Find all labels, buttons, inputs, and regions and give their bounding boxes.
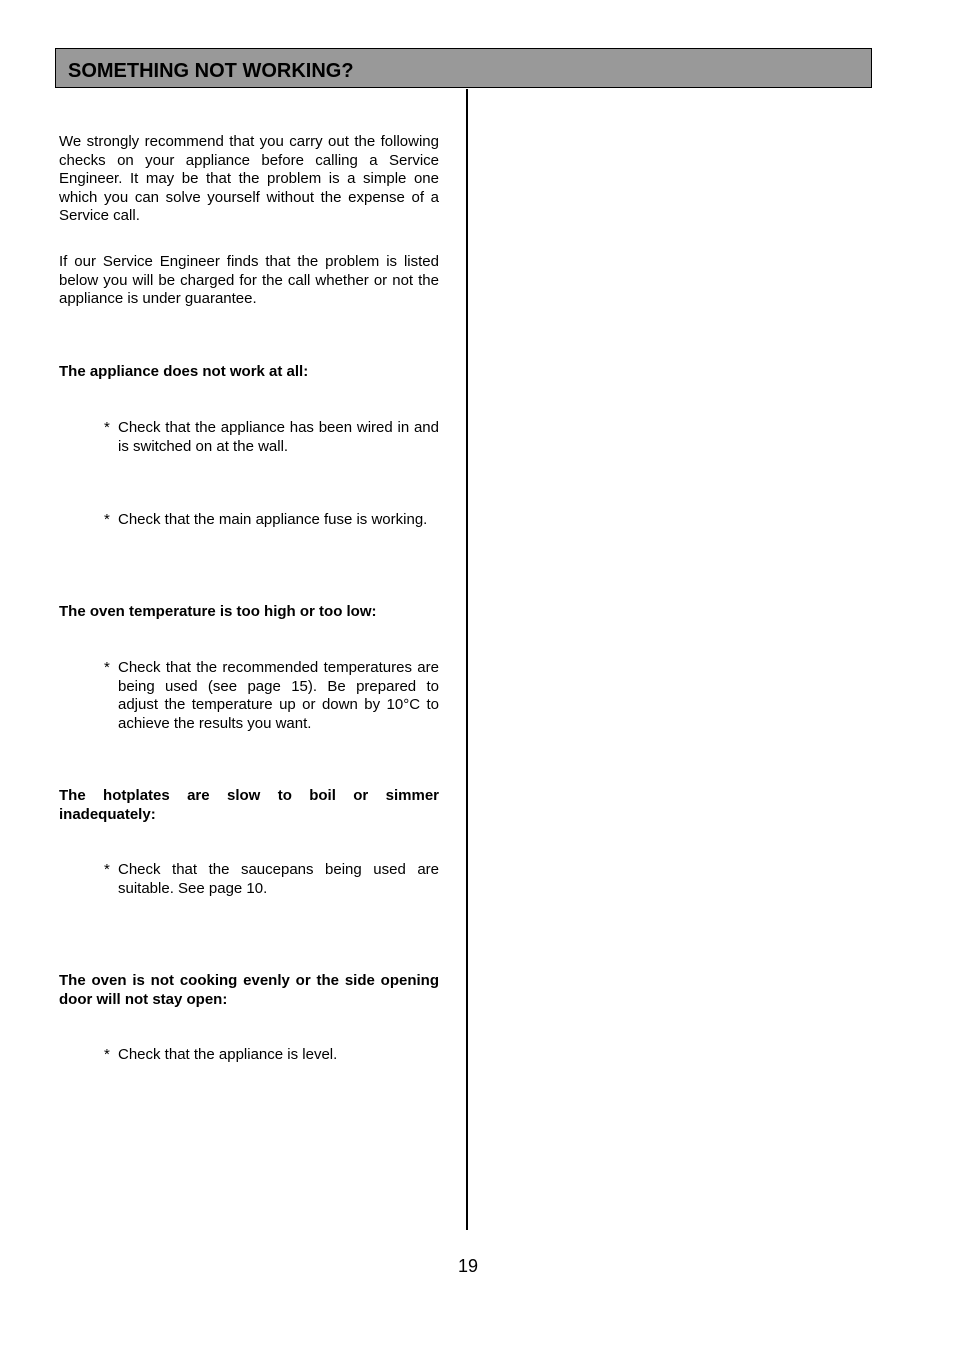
column-divider [466,89,468,1230]
page-title: SOMETHING NOT WORKING? [68,60,354,82]
bullet-marker: * [104,861,110,878]
section-heading: The appliance does not work at all: [59,363,309,380]
intro-paragraph [59,253,439,309]
intro-paragraph [59,133,439,226]
check-item: * Check that the appliance has been wired in and is switched on at the wall. [104,419,439,455]
bullet-marker: * [104,1046,110,1063]
intro-text-2: If our Service Engineer finds that the problem is listed below you will be charged for the call whether or not the appliance is under guarantee. [59,253,439,307]
intro-text-1: We strongly recommend that you carry out the following checks on your appliance before calling a Service Engineer. It may be that the problem is a simple one which you can solve yourself without the expense of a Service call. [59,133,439,224]
bullet-marker: * [104,419,110,436]
section-heading: The hotplates are slow to boil or simmer inadequately: [59,787,439,823]
bullet-marker: * [104,511,110,528]
bullet-marker: * [104,659,110,676]
section-header-bar [55,48,872,88]
section-heading: The oven is not cooking evenly or the side opening door will not stay open: [59,972,439,1008]
check-item: * Check that the recommended temperatures are being used (see page 15). Be prepared to adjust the temperature up or down by 10°C to achieve the results you want. [104,659,439,732]
page-number: 19 [458,1256,479,1276]
check-item: * Check that the main appliance fuse is working. [104,511,428,528]
check-item: * Check that the appliance is level. [104,1046,338,1063]
section-heading: The oven temperature is too high or too low: [59,603,377,620]
check-item: * Check that the saucepans being used are suitable. See page 10. [104,861,439,897]
